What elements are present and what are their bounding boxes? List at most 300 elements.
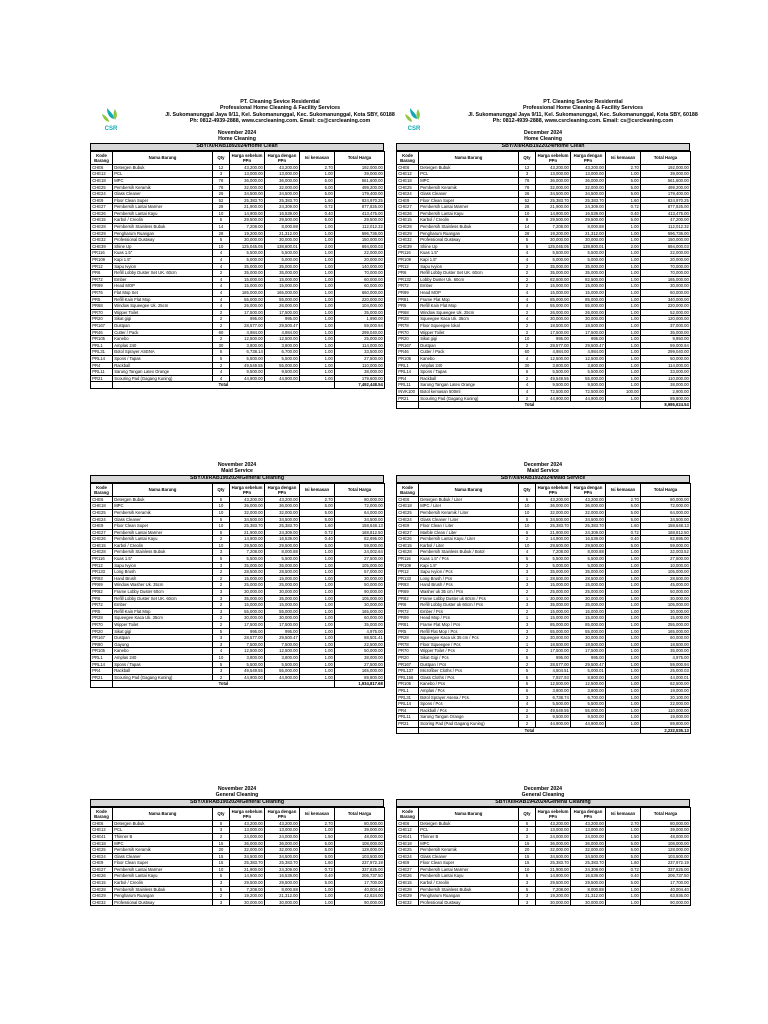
cell-harga-dengan: 15,000.00 [265, 276, 300, 283]
cell-qty: 4 [519, 303, 536, 310]
col-isi-header: Isi kemasan [606, 807, 641, 820]
table-row [397, 164, 691, 171]
cell-harga-dengan: 12,500.00 [265, 648, 300, 655]
cell-qty: 10 [213, 542, 230, 549]
cell-nama: Floor Clean / Liter [419, 523, 519, 530]
col-harga-dengan-header: Harga dengan PPn [265, 483, 300, 496]
cell-isi: 1.00 [300, 654, 335, 661]
cell-isi: 1.00 [606, 276, 641, 283]
cell-harga-sebelum: 35,000.00 [536, 569, 571, 576]
cell-kode: CHE15 [397, 542, 419, 549]
cell-harga-sebelum: 32,000.00 [230, 184, 265, 191]
cell-total: 42,624.00 [335, 893, 385, 900]
cell-kode: PR4 [397, 375, 419, 382]
cell-qty: 4 [519, 382, 536, 389]
cell-harga-sebelum: 19,200.00 [230, 893, 265, 900]
cell-nama: MPC [113, 503, 213, 510]
total-spacer [397, 727, 419, 734]
cell-qty: 5 [213, 496, 230, 503]
cell-harga-sebelum: 35,000.00 [230, 595, 265, 602]
cell-kode: PR6 [397, 602, 419, 609]
cell-harga-sebelum: 36,000.00 [536, 840, 571, 847]
cell-harga-sebelum: 29,500.00 [230, 880, 265, 887]
cell-isi: 5.00 [606, 853, 641, 860]
cell-isi: 1.60 [300, 523, 335, 530]
cell-harga-sebelum: 30,000.00 [230, 589, 265, 596]
budget-block-nov-general [90, 787, 384, 906]
cell-qty: 2 [519, 342, 536, 349]
table-row [397, 184, 691, 191]
cell-isi: 1.00 [606, 589, 641, 596]
cell-harga-sebelum: 125,045.05 [230, 243, 265, 250]
table-row [91, 309, 385, 316]
cell-harga-dengan: 29,500.00 [571, 880, 606, 887]
cell-kode: PR72 [91, 276, 113, 283]
cell-isi: 1.00 [606, 899, 641, 906]
cell-nama: Professional Dustway [419, 237, 519, 244]
cell-qty: 5 [213, 237, 230, 244]
cell-qty: 3 [213, 880, 230, 887]
cell-harga-sebelum: 13,000.00 [536, 827, 571, 834]
cell-kode: CHE18 [397, 177, 419, 184]
col-nama-header: Nama Barang [419, 151, 519, 164]
cell-total: 34,500.00 [335, 516, 385, 523]
cell-nama: Scouring Pad (Gagang Kuning) [113, 674, 213, 681]
cell-total: 64,000.00 [335, 509, 385, 516]
cell-harga-sebelum: 32,000.00 [536, 509, 571, 516]
cell-harga-dengan: 16,539.00 [265, 873, 300, 880]
cell-qty: 2 [213, 309, 230, 316]
cell-qty: 2 [519, 322, 536, 329]
budget-table [90, 807, 385, 907]
cell-nama: Refill Kain Flat Mop [113, 296, 213, 303]
cell-qty: 2 [519, 562, 536, 569]
total-row [397, 402, 691, 409]
block-service: General Cleaning [521, 791, 565, 798]
cell-total: 35,000.00 [641, 648, 691, 655]
table-row [91, 674, 385, 681]
cell-isi: 1.00 [300, 899, 335, 906]
cell-nama: Pengharum Ruangan [419, 893, 519, 900]
cell-kode: PR99 [91, 283, 113, 290]
cell-isi: 1.00 [300, 290, 335, 297]
cell-nama: Ember [419, 283, 519, 290]
cell-isi: 1.00 [300, 362, 335, 369]
cell-nama: Detergen Bubuk [113, 496, 213, 503]
cell-isi: 5.00 [300, 853, 335, 860]
cell-harga-sebelum: 34,500.00 [536, 516, 571, 523]
cell-qty: 3 [519, 171, 536, 178]
cell-harga-sebelum: 36,000.00 [536, 177, 571, 184]
cell-nama: Ember [113, 276, 213, 283]
cell-qty: 2 [213, 336, 230, 343]
cell-total: 165,000.00 [335, 668, 385, 675]
col-harga-sebelum-header: Harga sebelum PPn [230, 483, 265, 496]
table-row [91, 628, 385, 635]
table-row [397, 833, 691, 840]
cell-kode: CHE15 [397, 217, 419, 224]
cell-isi: 1.00 [300, 589, 335, 596]
cell-nama: Kuas 1.5" [419, 250, 519, 257]
cell-kode: PR116 [397, 250, 419, 257]
cell-isi: 1.00 [300, 575, 335, 582]
cell-total: 39,000.00 [335, 827, 385, 834]
cell-harga-sebelum: 17,500.00 [230, 309, 265, 316]
cell-harga-sebelum: 49,549.55 [230, 362, 265, 369]
cell-total: 103,500.00 [335, 853, 385, 860]
table-row [397, 503, 691, 510]
cell-isi: 1.00 [300, 628, 335, 635]
table-row [397, 866, 691, 873]
cell-isi: 1.00 [606, 641, 641, 648]
cell-nama: Window Squeegee Uk. 25cm [419, 309, 519, 316]
table-row [91, 296, 385, 303]
cell-nama: PCL [419, 827, 519, 834]
cell-qty: 1 [519, 641, 536, 648]
cell-harga-sebelum: 30,000.00 [536, 316, 571, 323]
cell-kode: PR46 [91, 329, 113, 336]
cell-total: 9,950.00 [641, 336, 691, 343]
cell-harga-sebelum: 28,577.00 [230, 322, 265, 329]
table-row [91, 661, 385, 668]
cell-qty: 2 [519, 263, 536, 270]
cell-nama: Squeegee Kaca uk 35 cm / Pcs [419, 635, 519, 642]
cell-qty: 5 [213, 529, 230, 536]
cell-qty: 4 [519, 250, 536, 257]
budget-block-nov-maid [90, 463, 384, 688]
cell-nama: Professional Dustway [419, 899, 519, 906]
cell-harga-sebelum: 14,900.00 [230, 210, 265, 217]
cell-kode: PRL1 [397, 362, 419, 369]
col-harga-dengan-header: Harga dengan PPn [265, 151, 300, 164]
cell-harga-dengan: 30,000.00 [571, 316, 606, 323]
cell-nama: Pembersih Lantai Kayu [113, 536, 213, 543]
cell-isi: 0.72 [606, 204, 641, 211]
cell-qty: 26 [213, 191, 230, 198]
col-nama-header: Nama Barang [419, 807, 519, 820]
cell-qty: 10 [519, 523, 536, 530]
cell-harga-sebelum: 995.00 [230, 628, 265, 635]
cell-qty: 10 [519, 336, 536, 343]
cell-harga-sebelum: 995.00 [230, 316, 265, 323]
block-month: December 2024 [523, 462, 563, 468]
cell-total: 89,800.00 [335, 674, 385, 681]
cell-nama: Karbol / Creolin [419, 217, 519, 224]
cell-total: 30,000.00 [641, 595, 691, 602]
cell-total: 50,000.00 [335, 582, 385, 589]
cell-qty: 3 [213, 562, 230, 569]
cell-nama: Detergen Bubuk [113, 164, 213, 171]
cell-kode: PR99 [397, 615, 419, 622]
cell-qty: 5 [213, 628, 230, 635]
cell-kode: PR72 [397, 608, 419, 615]
cell-nama: Sarung Tangan Latex Orange [419, 382, 519, 389]
cell-isi: 1.00 [300, 224, 335, 231]
cell-qty: 2 [213, 582, 230, 589]
cell-harga-sebelum: 18,500.00 [536, 641, 571, 648]
cell-kode: PR81 [397, 296, 419, 303]
cell-total: 48,000.00 [335, 833, 385, 840]
cell-isi: 5.00 [300, 191, 335, 198]
cell-isi: 1.60 [300, 860, 335, 867]
cell-harga-dengan: 12,500.00 [265, 336, 300, 343]
table-row [91, 197, 385, 204]
cell-harga-dengan: 30,000.00 [571, 635, 606, 642]
cell-kode: CHE26 [91, 873, 113, 880]
cell-nama: Pengharum Ruangan [113, 893, 213, 900]
cell-total: 105,000.00 [335, 595, 385, 602]
cell-isi: 0.72 [300, 529, 335, 536]
cell-qty: 15 [519, 860, 536, 867]
cell-total: 17,700.00 [641, 880, 691, 887]
cell-nama: Ember [113, 602, 213, 609]
cell-harga-dengan: 5,500.00 [265, 556, 300, 563]
cell-qty: 3 [519, 582, 536, 589]
col-isi-header: Isi kemasan [300, 807, 335, 820]
cell-kode: PR70 [91, 622, 113, 629]
budget-block-dec-maid [396, 463, 690, 734]
table-row [91, 608, 385, 615]
cell-total: 114,000.00 [335, 342, 385, 349]
cell-nama: Karbol / Creolin [113, 217, 213, 224]
cell-kode: CHE9 [397, 523, 419, 530]
cell-nama: Glass Cleaner [419, 853, 519, 860]
cell-harga-dengan: 3,800.00 [571, 362, 606, 369]
table-row [91, 355, 385, 362]
cell-kode: PRL14 [397, 369, 419, 376]
cell-harga-dengan: 43,200.00 [265, 820, 300, 827]
cell-harga-sebelum: 36,000.00 [230, 840, 265, 847]
table-row [397, 853, 691, 860]
cell-kode: PRL11 [91, 369, 113, 376]
cell-qty: 2 [213, 674, 230, 681]
cell-kode: PR20 [91, 316, 113, 323]
cell-isi: 5.00 [606, 217, 641, 224]
cell-kode: CHE6 [397, 164, 419, 171]
col-harga-dengan-header: Harga dengan PPn [571, 151, 606, 164]
table-row [91, 270, 385, 277]
cell-harga-sebelum: 5,500.00 [230, 355, 265, 362]
cell-kode: CHE27 [91, 866, 113, 873]
cell-harga-dengan: 36,000.00 [571, 177, 606, 184]
cell-harga-sebelum: 6,738.14 [230, 349, 265, 356]
cell-nama: Pembersih Lantai Marmer [113, 866, 213, 873]
table-row [91, 589, 385, 596]
cell-total: 40,004.40 [641, 886, 691, 893]
cell-harga-sebelum: 25,383.70 [230, 523, 265, 530]
cell-kode: PR167 [91, 322, 113, 329]
cell-total: 114,000.00 [641, 362, 691, 369]
cell-isi: 0.40 [300, 873, 335, 880]
cell-nama: Karbol / Creolin [419, 880, 519, 887]
cell-total: 824,970.25 [641, 197, 691, 204]
cell-qty: 2 [519, 714, 536, 721]
cell-harga-sebelum: 5,000.00 [230, 257, 265, 264]
cell-harga-dengan: 43,200.00 [571, 496, 606, 503]
cell-harga-sebelum: 3,800.00 [230, 654, 265, 661]
table-row [397, 827, 691, 834]
cell-kode: PR167 [397, 661, 419, 668]
cell-isi: 1.00 [300, 674, 335, 681]
cell-nama: Botol kemasan 500ml [419, 388, 519, 395]
cell-total: 660,000.00 [335, 290, 385, 297]
cell-isi: 1.00 [606, 309, 641, 316]
cell-total: 596,736.00 [335, 230, 385, 237]
table-row [397, 549, 691, 556]
cell-kode: CHE28 [397, 549, 419, 556]
table-row [91, 886, 385, 893]
cell-harga-dengan: 35,000.00 [265, 263, 300, 270]
cell-nama: Pembersih Lantai Kayu [113, 873, 213, 880]
table-row [397, 369, 691, 376]
cell-harga-dengan: 138,800.01 [265, 243, 300, 250]
cell-harga-dengan: 5,500.00 [571, 250, 606, 257]
table-row [397, 893, 691, 900]
table-row [397, 529, 691, 536]
cell-kode: CHE27 [397, 529, 419, 536]
table-row [91, 866, 385, 873]
cell-nama: Shine Up [419, 243, 519, 250]
table-row [91, 833, 385, 840]
col-isi-header: Isi kemasan [606, 483, 641, 496]
cell-total: 64,000.00 [641, 509, 691, 516]
cell-isi: 1.00 [300, 893, 335, 900]
cell-total: 150,000.00 [641, 237, 691, 244]
cell-harga-sebelum: 12,500.00 [230, 336, 265, 343]
cell-nama: Kanebo [113, 336, 213, 343]
cell-harga-sebelum: 25,000.00 [536, 589, 571, 596]
table-row [397, 615, 691, 622]
cell-harga-sebelum: 15,000.00 [536, 582, 571, 589]
cell-total: 103,500.00 [641, 853, 691, 860]
cell-isi: 5.00 [606, 840, 641, 847]
cell-isi: 1.00 [300, 608, 335, 615]
cell-total: 20,100.00 [641, 694, 691, 701]
cell-kode: CHE9 [397, 197, 419, 204]
cell-kode: CHE26 [397, 210, 419, 217]
cell-isi: 1.00 [300, 316, 335, 323]
table-row [397, 899, 691, 906]
table-row [91, 880, 385, 887]
cell-harga-dengan: 44,900.00 [265, 674, 300, 681]
table-row [91, 503, 385, 510]
cell-harga-dengan: 34,500.00 [571, 191, 606, 198]
cell-isi: 1.00 [606, 635, 641, 642]
company-contact: Ph: 0812-4939-2888, www.csrcleaning.com. Email: cs@csrcleaning.com [492, 118, 674, 125]
table-row [91, 303, 385, 310]
cell-isi: 2.00 [300, 243, 335, 250]
cell-total: 27,500.00 [335, 355, 385, 362]
cell-isi: 1.00 [606, 230, 641, 237]
cell-harga-sebelum: 14,900.00 [230, 536, 265, 543]
cell-qty: 10 [213, 243, 230, 250]
cell-harga-sebelum: 28,500.00 [536, 575, 571, 582]
cell-qty: 3 [519, 899, 536, 906]
table-row [397, 210, 691, 217]
table-row [397, 860, 691, 867]
table-row [397, 217, 691, 224]
cell-kode: PR68 [397, 309, 419, 316]
cell-nama: Rackball [113, 362, 213, 369]
cell-isi: 1.00 [606, 661, 641, 668]
cell-kode: CHE12 [397, 171, 419, 178]
table-header-row [397, 807, 691, 820]
table-row [397, 283, 691, 290]
col-harga-sebelum-header: Harga sebelum PPn [230, 151, 265, 164]
cell-harga-dengan: 15,000.00 [571, 615, 606, 622]
cell-total: 168,812.50 [641, 529, 691, 536]
cell-total: 24,002.64 [335, 549, 385, 556]
cell-total: 29,500.00 [335, 217, 385, 224]
col-qty-header: Qty [519, 151, 536, 164]
cell-qty: 5 [213, 873, 230, 880]
cell-qty: 14 [213, 224, 230, 231]
budget-table [90, 483, 385, 688]
cell-total: 104,000.00 [335, 303, 385, 310]
cell-kode: PR70 [397, 648, 419, 655]
table-row [397, 388, 691, 395]
table-row [91, 184, 385, 191]
cell-nama: Karbol / Creolin [113, 880, 213, 887]
table-row [91, 336, 385, 343]
cell-nama: Glass Cleaner / Liter [419, 516, 519, 523]
cell-harga-sebelum: 21,900.00 [230, 866, 265, 873]
table-row [397, 661, 691, 668]
cell-isi: 1.00 [606, 375, 641, 382]
cell-kode: PR70 [91, 309, 113, 316]
cell-isi: 1.00 [300, 562, 335, 569]
cell-kode: PR21 [397, 395, 419, 402]
cell-isi: 1.00 [606, 701, 641, 708]
cell-harga-dengan: 25,383.70 [571, 860, 606, 867]
cell-harga-dengan: 29,500.00 [265, 542, 300, 549]
table-row [91, 595, 385, 602]
table-row [91, 575, 385, 582]
table-row [397, 714, 691, 721]
cell-isi: 1.00 [300, 602, 335, 609]
cell-harga-sebelum: 4,984.00 [536, 349, 571, 356]
cell-nama: Pembersih Stainless Bubuk [113, 549, 213, 556]
cell-kode: PR81 [397, 622, 419, 629]
cell-qty: 3 [213, 668, 230, 675]
table-row [91, 509, 385, 516]
cell-harga-sebelum: 5,500.00 [230, 250, 265, 257]
col-kode-header: Kode Barang [397, 807, 419, 820]
total-label: Total [419, 402, 641, 409]
cell-total: 63,936.00 [641, 893, 691, 900]
cell-nama: Scouring Pad (Gagang Kuning) [419, 395, 519, 402]
cell-total: 27,500.00 [335, 661, 385, 668]
cell-kode: CHE24 [397, 516, 419, 523]
block-reference: SBY/XII/RAB1932024/Maid Service [396, 475, 690, 483]
col-kode-header: Kode Barang [397, 483, 419, 496]
table-row [397, 648, 691, 655]
total-value: 7,492,448.54 [335, 382, 385, 389]
cell-nama: Spons / Pcs [419, 701, 519, 708]
cell-harga-sebelum: 34,500.00 [230, 516, 265, 523]
cell-kode: CHE25 [397, 509, 419, 516]
col-harga-dengan-header: Harga dengan PPn [265, 807, 300, 820]
cell-harga-dengan: 3,800.00 [571, 687, 606, 694]
cell-harga-sebelum: 32,000.00 [536, 184, 571, 191]
cell-qty: 3 [213, 549, 230, 556]
cell-qty: 10 [519, 866, 536, 873]
cell-isi: 5.00 [300, 847, 335, 854]
cell-total: 34,500.00 [641, 516, 691, 523]
cell-isi: 1.00 [300, 283, 335, 290]
budget-block-dec-general [396, 787, 690, 906]
cell-isi: 1.00 [300, 303, 335, 310]
